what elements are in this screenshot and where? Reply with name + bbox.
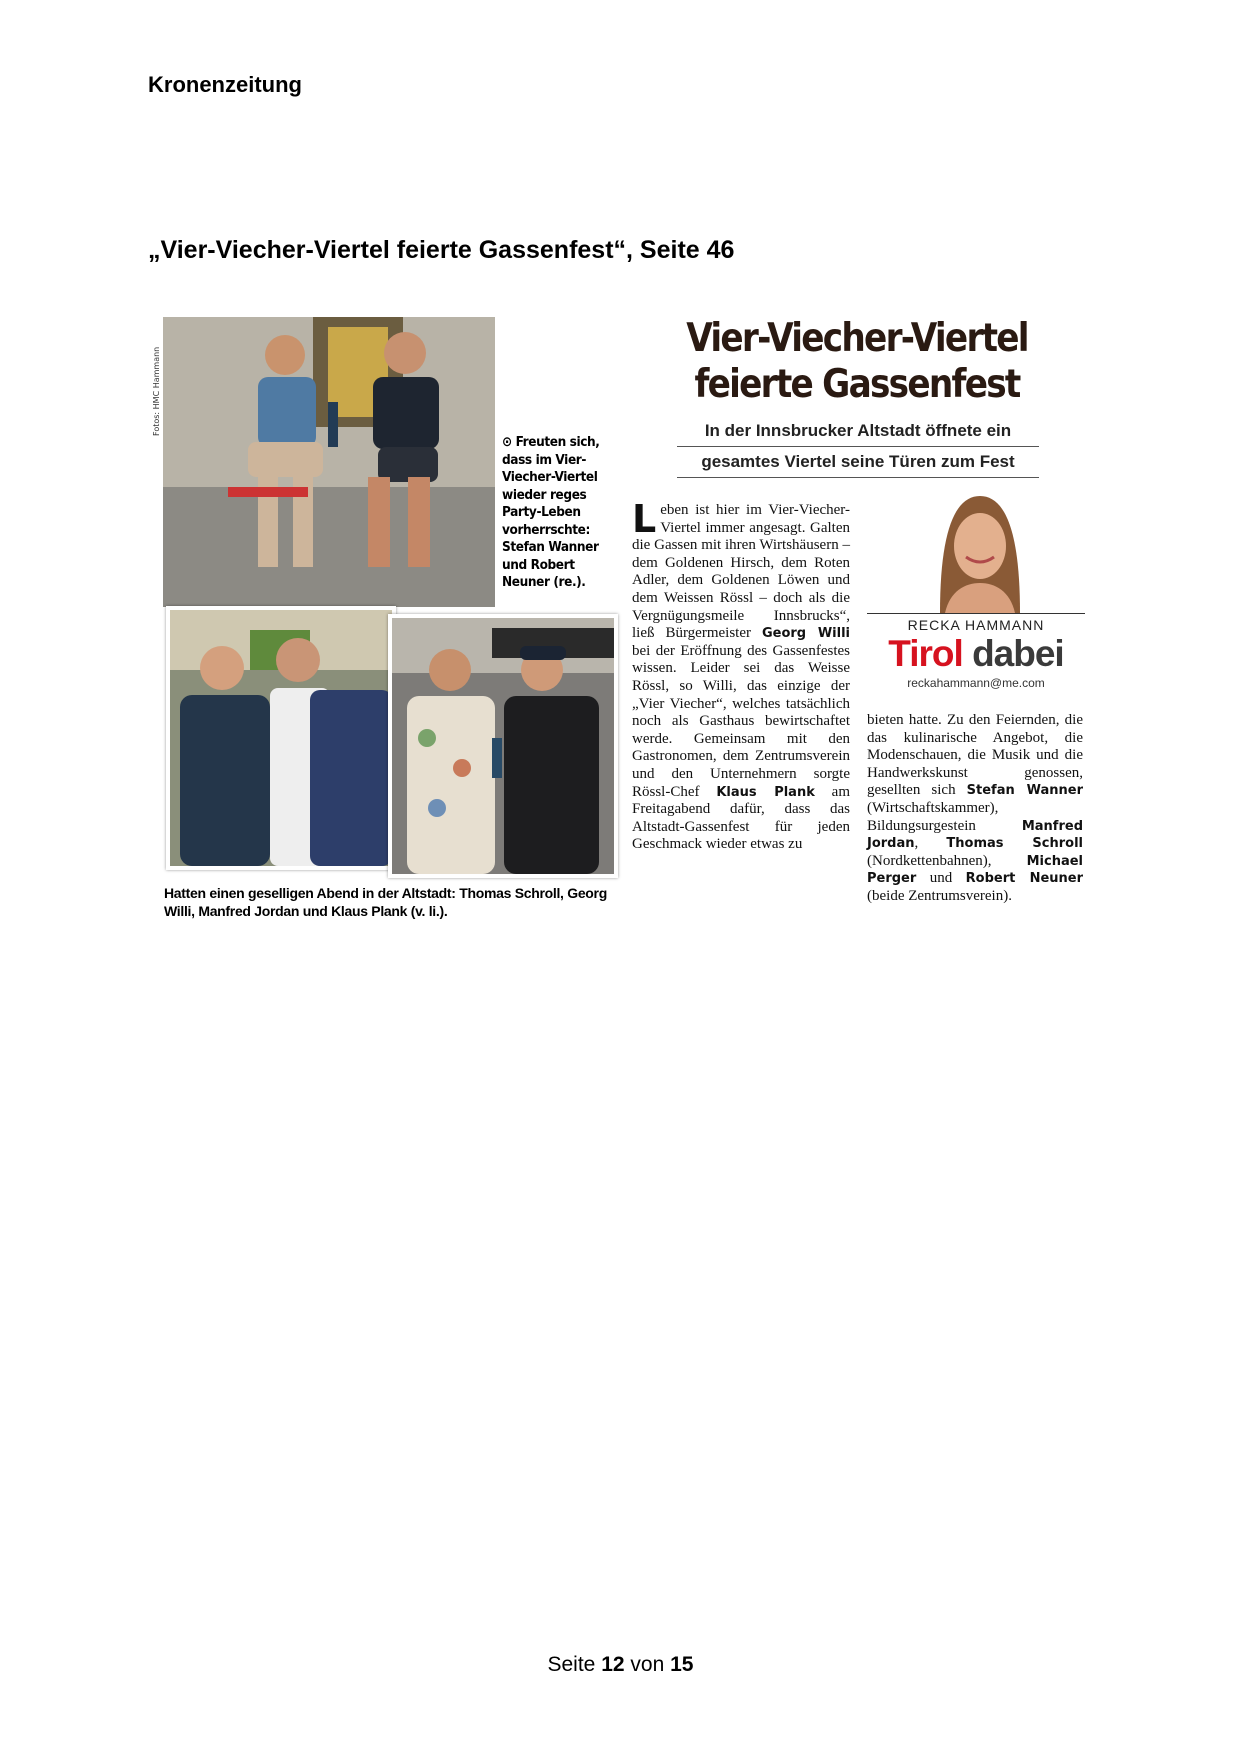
article-body-column-2 [867, 712, 1083, 906]
article-subheadline [677, 416, 1039, 478]
article-reference: „Vier-Viecher-Viertel feierte Gassenfest“, Seite 46 [148, 236, 735, 264]
body-text: und [916, 870, 966, 887]
body-text: bei der Eröffnung des Gassenfestes wissen. Leider sei das Weisse Rössl, so Willi, das einzige der „Vier Viecher“, welches tatsächlich noch als Gasthaus bewirtschaftet werde. Gemeinsam mit den Gastronomen, dem Zentrumsverein und den Unternehmern sorgte Rössl-Chef [632, 642, 850, 800]
photo-caption-top: ⊙ Freuten sich, dass im Vier-Viecher-Viertel wieder reges Party-Leben vorherrschte: Stefan Wanner und Robert Neuner (re.). [502, 434, 600, 590]
body-text: (Wirtschaftskammer), Bildungsurgestein [867, 799, 1022, 834]
article-headline [681, 316, 1033, 408]
photo-credit: Fotos: HMC Hammann [152, 346, 161, 436]
of-label: von [630, 1653, 665, 1676]
column-title-part-2: dabei [972, 633, 1064, 674]
body-text: am Freitagabend dafür, dass das Altstadt-Gassenfest für jeden Geschmack wieder etwas zu [632, 783, 850, 853]
article-body-column-1 [632, 497, 850, 854]
headline-line-1: Vier-Viecher-Viertel [686, 316, 1028, 361]
person-name: Michael Perger [867, 853, 1083, 887]
body-text: eben ist hier im Vier-Viecher-Viertel immer angesagt. Galten die Gassen mit ihren Wirtshäusern – dem Goldenen Hirsch, dem Roten Adler, dem Goldenen Löwen und dem Weissen Rössl – doch als die Vergnügungsmeile Innsbrucks“, ließ Bürgermeister [632, 502, 850, 642]
person-name: Klaus Plank [716, 784, 815, 800]
photo-two-men-seated [163, 317, 495, 607]
photo-schroll-willi [166, 606, 396, 870]
body-text: bieten hatte. Zu den Feiernden, die das kulinarische Angebot, die Modenschauen, die Musik und die Handwerkskunst genossen, gesellten sich [867, 712, 1083, 799]
photo-caption-bottom: Hatten einen geselligen Abend in der Altstadt: Thomas Schroll, Georg Willi, Manfred Jordan und Klaus Plank (v. li.). [164, 885, 607, 919]
headline-line-2: feierte Gassenfest [694, 362, 1020, 407]
photo-jordan-plank [388, 614, 618, 878]
column-title-part-1: Tirol [888, 633, 963, 674]
newspaper-clipping [152, 316, 1087, 928]
author-divider [867, 613, 1085, 614]
author-name: RECKA HAMMANN [907, 617, 1045, 633]
current-page: 12 [601, 1653, 625, 1676]
page-label: Seite [547, 1653, 596, 1676]
author-portrait [920, 491, 1040, 613]
column-title [867, 634, 1085, 674]
publication-name: Kronenzeitung [148, 72, 302, 97]
body-text: (Nordkettenbahnen), [867, 852, 1027, 869]
subheadline-line-1: In der Innsbrucker Altstadt öffnete ein [704, 421, 1012, 440]
body-text: , [914, 835, 947, 852]
person-name: Robert Neuner [965, 871, 1084, 887]
person-name: Stefan Wanner [966, 783, 1083, 799]
person-name: Thomas Schroll [946, 836, 1084, 852]
person-name: Georg Willi [761, 626, 850, 642]
author-email: reckahammann@me.com [907, 676, 1045, 690]
total-pages: 15 [670, 1653, 694, 1676]
drop-cap: L [632, 497, 657, 541]
person-name: Manfred Jordan [867, 818, 1083, 852]
body-text: (beide Zentrumsverein). [867, 887, 1012, 904]
subheadline-line-2: gesamtes Viertel seine Türen zum Fest [677, 446, 1039, 478]
page-number [0, 1653, 1241, 1677]
